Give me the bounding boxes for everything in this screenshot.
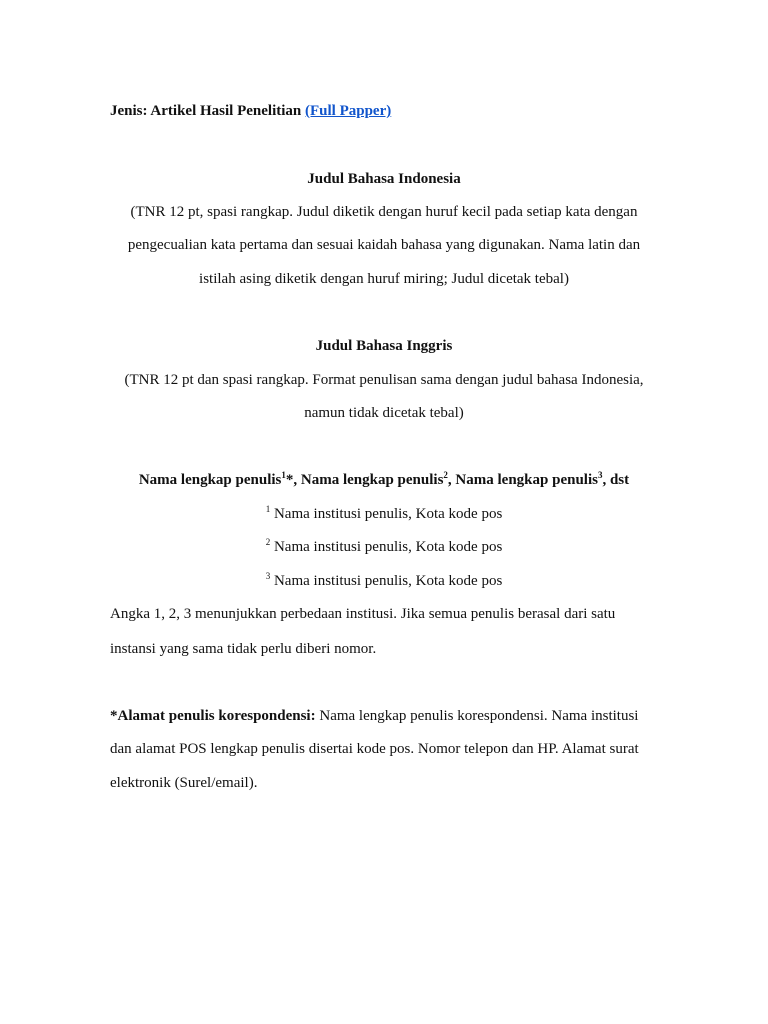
article-type-label: Jenis: Artikel Hasil Penelitian [110, 103, 305, 119]
note-line-1: Angka 1, 2, 3 menunjukkan perbedaan institusi. Jika semua penulis berasal dari satu [110, 606, 616, 622]
correspondence-line-2: dan alamat POS lengkap penulis disertai kode pos. Nomor telepon dan HP. Alamat surat [110, 741, 639, 757]
correspondence-line-3: elektronik (Surel/email). [110, 775, 258, 791]
full-paper-link[interactable]: (Full Papper) [305, 103, 392, 119]
author-1: Nama lengkap penulis$^1$*, [138, 470, 301, 488]
institution-1: $^1$ Nama institusi penulis, Kota kode pos [265, 504, 503, 522]
title-id-line-2: pengecualian kata pertama dan sesuai kaidah bahasa yang digunakan. Nama latin dan [127, 237, 641, 253]
article-type-line [110, 101, 391, 121]
correspondence-line-1: *Alamat penulis korespondensi: Nama lengkap penulis korespondensi. Nama institusi [110, 708, 639, 724]
institution-3: $^3$ Nama institusi penulis, Kota kode pos [265, 571, 503, 589]
title-en-line-1: (TNR 12 pt dan spasi rangkap. Format penulisan sama dengan judul bahasa Indonesia, [124, 372, 644, 388]
title-id-line-3: istilah asing diketik dengan huruf miring; Judul dicetak tebal) [199, 271, 569, 287]
author-3: Nama lengkap penulis$^3$, dst [455, 470, 630, 488]
authors-line [0, 470, 768, 490]
correspondence-label: *Alamat penulis korespondensi: [110, 708, 316, 724]
title-id-line-1: (TNR 12 pt, spasi rangkap. Judul diketik dengan huruf kecil pada setiap kata dengan [130, 204, 638, 220]
title-en-heading: Judul Bahasa Inggris [315, 338, 453, 354]
title-en-line-2: namun tidak dicetak tebal) [304, 405, 464, 421]
author-2: Nama lengkap penulis$^2$, [300, 470, 456, 488]
institution-2: $^2$ Nama institusi penulis, Kota kode pos [265, 537, 503, 555]
title-id-heading: Judul Bahasa Indonesia [307, 171, 461, 187]
note-line-2: instansi yang sama tidak perlu diberi nomor. [110, 641, 377, 657]
